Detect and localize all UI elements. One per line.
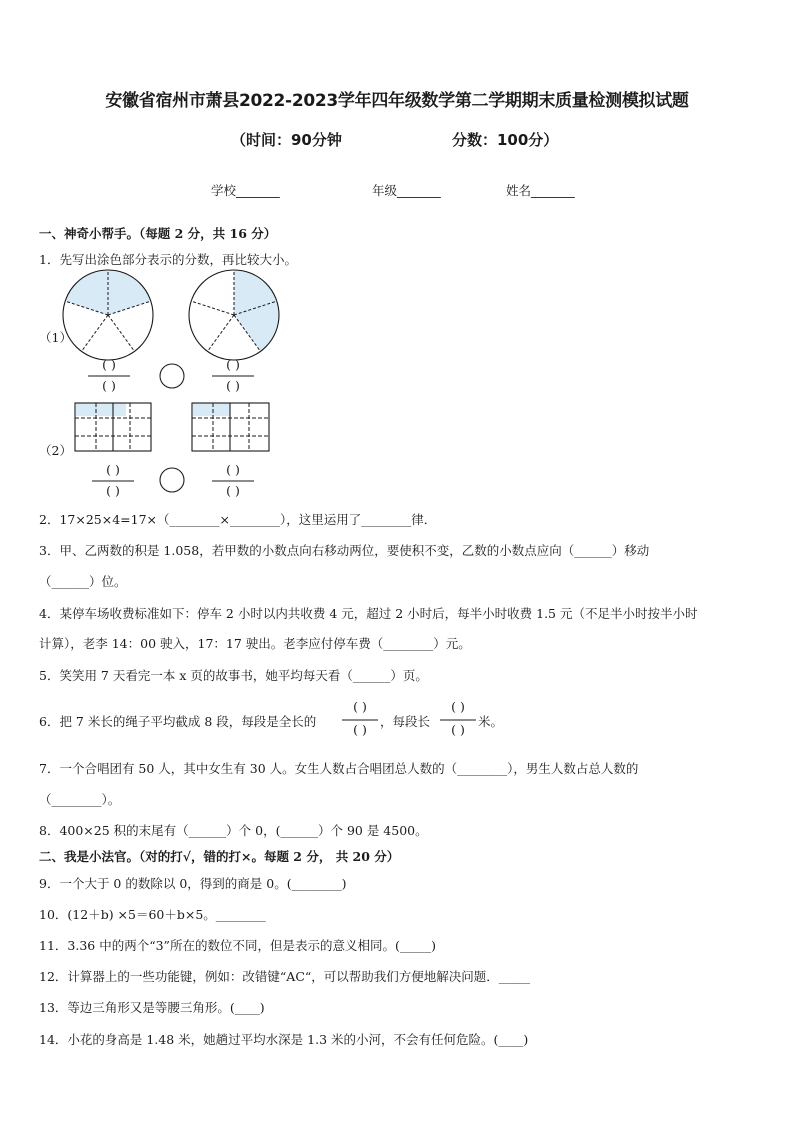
- rect-left: [75, 403, 151, 451]
- school-field[interactable]: 学校_______: [211, 183, 280, 198]
- frac4-bottom[interactable]: ( ): [226, 483, 240, 498]
- q6-frac1-bottom[interactable]: ( ): [353, 722, 367, 737]
- question-12: 12．计算器上的一些功能键，例如：改错键“AC“，可以帮助我们方便地解决问题．_____: [39, 969, 531, 984]
- compare-circle-2[interactable]: [160, 468, 184, 492]
- question-4-line1: 4．某停车场收费标准如下：停车 2 小时以内共收费 4 元，超过 2 小时后，每半小时收费 1.5 元（不足半小时按半小时: [39, 606, 698, 621]
- question-7-line2: （________）。: [39, 792, 121, 807]
- question-9: 9．一个大于 0 的数除以 0，得到的商是 0。(________): [39, 876, 347, 891]
- question-3-line1: 3．甲、乙两数的积是 1.058，若甲数的小数点向右移动两位，要使积不变，乙数的小数点应向（______）移动: [39, 543, 650, 558]
- pie-right: [189, 270, 279, 360]
- frac2-top[interactable]: ( ): [226, 357, 240, 372]
- q6-frac2-top[interactable]: ( ): [451, 699, 465, 714]
- question-11: 11．3.36 中的两个“3”所在的数位不同，但是表示的意义相同。(_____): [39, 938, 436, 953]
- question-6-part-b: ，每段长: [380, 714, 431, 729]
- section1-heading: 一、神奇小帮手。（每题 2 分，共 16 分）: [39, 226, 277, 241]
- question-14: 14．小花的身高是 1.48 米，她趟过平均水深是 1.3 米的小河，不会有任何危险。(____): [39, 1032, 529, 1047]
- frac4-top[interactable]: ( ): [226, 462, 240, 477]
- question-5: 5．笑笑用 7 天看完一本 x 页的故事书，她平均每天看（______）页。: [39, 668, 428, 683]
- question-1: 1．先写出涂色部分表示的分数，再比较大小。: [39, 252, 297, 267]
- exam-time: （时间：90分钟: [231, 131, 342, 149]
- name-field[interactable]: 姓名_______: [506, 183, 575, 198]
- question-13: 13．等边三角形又是等腰三角形。(____): [39, 1000, 265, 1015]
- compare-circle-1[interactable]: [160, 364, 184, 388]
- frac2-bottom[interactable]: ( ): [226, 378, 240, 393]
- question-7-line1: 7．一个合唱团有 50 人，其中女生有 30 人。女生人数占合唱团总人数的（________），男生人数占总人数的: [39, 761, 639, 776]
- exam-title: 安徽省宿州市萧县2022-2023学年四年级数学第二学期期末质量检测模拟试题: [105, 91, 689, 111]
- section2-heading: 二、我是小法官。（对的打√，错的打×。每题 2 分， 共 20 分）: [39, 849, 400, 864]
- grade-field[interactable]: 年级_______: [372, 183, 441, 198]
- q6-frac1-top[interactable]: ( ): [353, 699, 367, 714]
- question-2: 2．17×25×4=17×（________×________），这里运用了________律．: [39, 512, 437, 527]
- rect-right: [192, 403, 269, 451]
- q6-frac2-bottom[interactable]: ( ): [451, 722, 465, 737]
- question-6-part-c: 米。: [478, 714, 504, 729]
- frac1-bottom[interactable]: ( ): [102, 378, 116, 393]
- frac1-top[interactable]: ( ): [102, 357, 116, 372]
- question-6-part-a: 6．把 7 米长的绳子平均截成 8 段，每段是全长的: [39, 714, 317, 729]
- question-4-line2: 计算），老李 14：00 驶入，17：17 驶出。老李应付停车费（________）元。: [39, 636, 471, 651]
- q1-part1-label: （1）: [39, 330, 72, 345]
- pie-left: [63, 270, 153, 360]
- q1-part2-label: （2）: [39, 443, 72, 458]
- question-8: 8．400×25 积的末尾有（______）个 0，(______）个 90 是 4500。: [39, 823, 428, 838]
- frac3-top[interactable]: ( ): [106, 462, 120, 477]
- exam-score: 分数：100分）: [452, 131, 559, 149]
- question-10: 10．(12＋b) ×5＝60＋b×5。________: [39, 907, 266, 922]
- frac3-bottom[interactable]: ( ): [106, 483, 120, 498]
- question-3-line2: （______）位。: [39, 574, 127, 589]
